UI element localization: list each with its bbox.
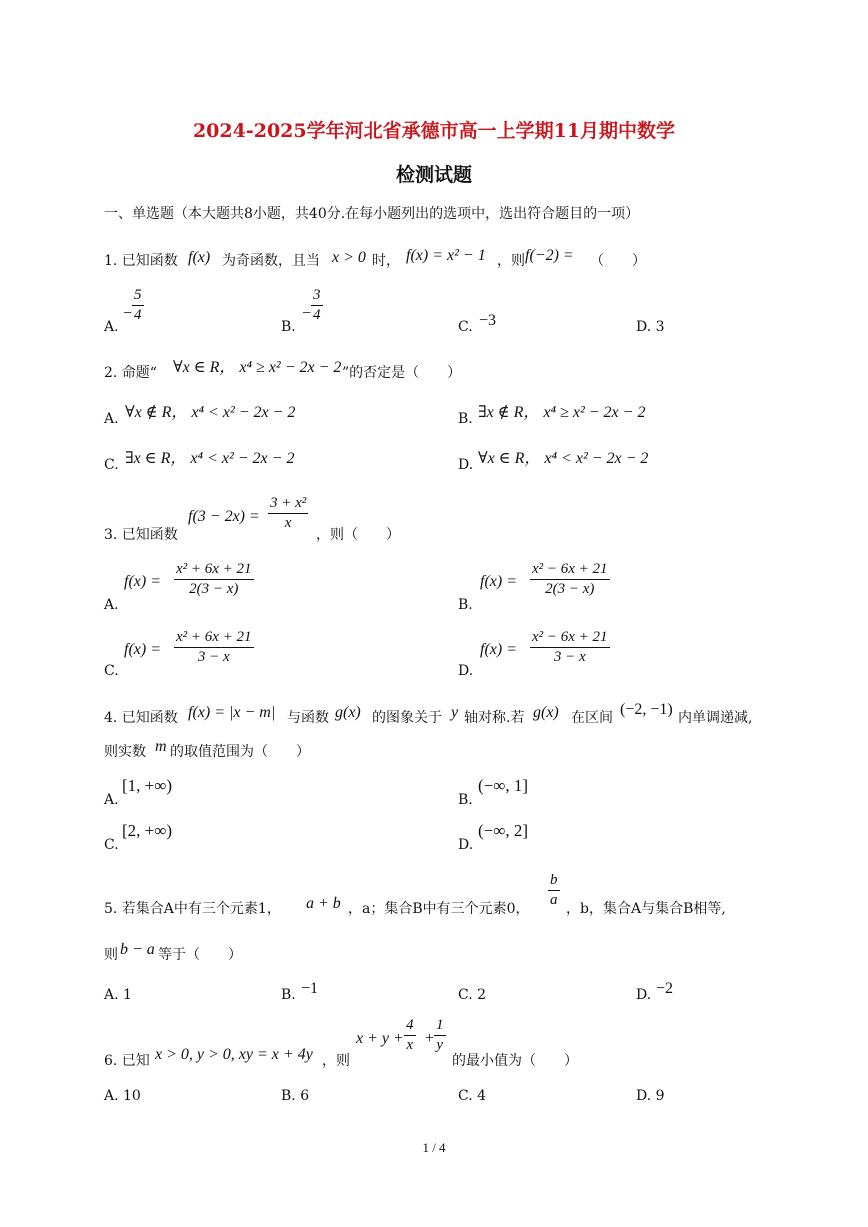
q1-option-c-label: C. [458, 319, 473, 335]
q6-fraction-2 [434, 1017, 446, 1054]
q3-stem-num: 3 + x² [268, 495, 308, 514]
q3-option-d-fraction [530, 629, 610, 666]
q1-option-a-fraction [132, 287, 144, 324]
q5-option-a: A. 1 [104, 987, 132, 1003]
q5-option-b-value: −1 [301, 980, 319, 997]
q2-stem-a: 2. 命题“ [104, 365, 157, 381]
q5-option-d-label: D. [636, 987, 652, 1003]
q3-stem-fraction [268, 495, 308, 532]
q4-line1-e: 在区间 [571, 710, 613, 726]
q1-option-b-fraction [311, 287, 323, 324]
q6-option-c: C. 4 [458, 1088, 487, 1104]
section-heading: 一、单选题（本大题共8小题，共40分.在每小题列出的选项中，选出符合题目的一项） [104, 206, 640, 222]
q5-option-b-label: B. [281, 987, 296, 1003]
q4-option-d-label: D. [458, 837, 474, 853]
q2-option-b: ∃x ∉ R， x⁴ ≥ x² − 2x − 2 [478, 404, 646, 421]
q5-option-c: C. 2 [458, 987, 487, 1003]
q4-option-a-label: A. [104, 792, 119, 808]
q1-stem-num: 1. 已知函数 [104, 253, 178, 269]
q2-option-d-label: D. [458, 457, 474, 473]
q1-expr: f(x) = x² − 1 [406, 247, 486, 264]
q4-line1-a: 4. 已知函数 [104, 710, 178, 726]
q5-line2-b: 等于（ ） [158, 947, 242, 963]
q5-fraction [548, 872, 560, 909]
q3-option-a-fx: f(x) = [124, 573, 161, 590]
q2-option-c: ∃x ∈ R， x⁴ < x² − 2x − 2 [125, 450, 295, 467]
q4-option-c: [2, +∞) [122, 821, 173, 840]
q1-paren: （ ） [590, 253, 646, 269]
q1-option-b-num: 3 [311, 287, 323, 306]
q2-option-a: ∀x ∉ R， x⁴ < x² − 2x − 2 [125, 404, 296, 421]
q2-option-b-label: B. [458, 411, 473, 427]
q3-option-b-den: 2(3 − x) [545, 581, 595, 597]
q3-stem-den: x [284, 515, 292, 531]
q1-option-a-num: 5 [132, 287, 144, 306]
q4-line1-f: 内单调递减, [678, 710, 753, 726]
q4-line1-d: 轴对称.若 [464, 710, 525, 726]
q4-option-d: (−∞, 2] [478, 821, 529, 840]
q1-stem-mid: 为奇函数，且当 [222, 253, 320, 269]
q3-fexpr: f(3 − 2x) = [188, 508, 260, 525]
q1-stem-mid3: ，则 [497, 253, 525, 269]
q4-option-a: [1, +∞) [122, 776, 173, 795]
q4-y: y [451, 704, 459, 721]
q3-option-a-den: 2(3 − x) [189, 581, 239, 597]
q1-option-c-value: −3 [479, 312, 497, 329]
q3-option-c-den: 3 − x [197, 649, 230, 665]
q1-option-b-label: B. [281, 319, 296, 335]
q3-option-c-label: C. [104, 663, 119, 679]
q4-line2-b: 的取值范围为（ ） [170, 744, 310, 760]
q1-option-a-label: A. [104, 319, 119, 335]
q4-interval: (−2, −1) [620, 701, 673, 718]
q3-option-a-num: x² + 6x + 21 [174, 561, 254, 580]
q4-option-b-label: B. [458, 792, 473, 808]
q6-stem-a: 6. 已知 [104, 1053, 150, 1069]
q1-option-b-sign: − [301, 305, 312, 322]
q4-line2-a: 则实数 [104, 744, 146, 760]
q4-line1-b: 与函数 [287, 710, 329, 726]
q1-option-b-den: 4 [313, 307, 321, 323]
q6-cond: x > 0, y > 0, xy = x + 4y [155, 1046, 313, 1063]
q1-option-a-sign: − [122, 305, 133, 322]
q5-line1-b: ，a；集合B中有三个元素0， [348, 901, 530, 917]
q4-line1-c: 的图象关于 [372, 710, 442, 726]
q4-m: m [155, 738, 167, 755]
q5-line1-a: 5. 若集合A中有三个元素1， [104, 901, 281, 917]
q1-fx: f(x) [188, 249, 211, 266]
q1-ask: f(−2) = [525, 247, 574, 264]
q1-option-a-den: 4 [134, 307, 142, 323]
q3-stem-a: 3. 已知函数 [104, 527, 178, 543]
q4-g: g(x) [335, 704, 361, 721]
q5-frac-num: b [548, 872, 560, 891]
q6-f1-num: 4 [404, 1017, 416, 1036]
q6-fraction-1 [404, 1017, 416, 1054]
q4-g2: g(x) [533, 704, 559, 721]
q6-stem-b: ，则 [322, 1053, 350, 1069]
q6-option-b: B. 6 [281, 1088, 310, 1104]
q1-option-d: D. 3 [636, 319, 665, 335]
q1-stem-mid2: 时， [372, 253, 400, 269]
q6-option-d: D. 9 [636, 1088, 665, 1104]
q4-f: f(x) = |x − m| [188, 704, 276, 721]
q3-option-d-num: x² − 6x + 21 [530, 629, 610, 648]
q2-stem-b: ”的否定是（ ） [342, 365, 462, 381]
q1-cond: x > 0 [332, 249, 366, 266]
q5-bma: b − a [120, 941, 155, 958]
q4-option-b: (−∞, 1] [478, 776, 529, 795]
q3-option-b-fx: f(x) = [480, 573, 517, 590]
q6-expr-a: x + y + [356, 1030, 404, 1047]
q2-stem-expr: ∀x ∈ R， x⁴ ≥ x² − 2x − 2 [173, 359, 342, 376]
q6-option-a: A. 10 [104, 1088, 141, 1104]
q3-option-c-fraction [174, 629, 254, 666]
q3-option-a-fraction [174, 561, 254, 598]
q5-line1-c: ，b，集合A与集合B相等, [566, 901, 726, 917]
q3-option-c-fx: f(x) = [124, 641, 161, 658]
q3-stem-b: ，则（ ） [316, 527, 400, 543]
q6-f2-num: 1 [434, 1017, 446, 1036]
q6-plus: + [424, 1030, 435, 1047]
q3-option-c-num: x² + 6x + 21 [174, 629, 254, 648]
q3-option-a-label: A. [104, 597, 119, 613]
q2-option-a-label: A. [104, 411, 119, 427]
q3-option-b-fraction [530, 561, 610, 598]
q5-frac-den: a [550, 892, 558, 908]
q4-option-c-label: C. [104, 837, 119, 853]
page-number: 1 / 4 [422, 1140, 446, 1155]
q6-stem-c: 的最小值为（ ） [452, 1053, 578, 1069]
q6-f1-den: x [406, 1037, 414, 1053]
q3-option-d-fx: f(x) = [480, 641, 517, 658]
q3-option-b-num: x² − 6x + 21 [530, 561, 610, 580]
q3-option-d-label: D. [458, 663, 474, 679]
q5-line2-a: 则 [104, 947, 118, 963]
q5-option-d-value: −2 [656, 980, 674, 997]
title-line-1: 2024-2025学年河北省承德市高一上学期11月期中数学 [192, 120, 676, 142]
title-line-2: 检测试题 [395, 164, 472, 186]
q3-option-b-label: B. [458, 597, 473, 613]
q5-ab: a + b [306, 895, 341, 912]
q6-f2-den: y [436, 1037, 444, 1053]
q2-option-d: ∀x ∈ R， x⁴ < x² − 2x − 2 [478, 450, 649, 467]
q2-option-c-label: C. [104, 457, 119, 473]
q3-option-d-den: 3 − x [553, 649, 586, 665]
